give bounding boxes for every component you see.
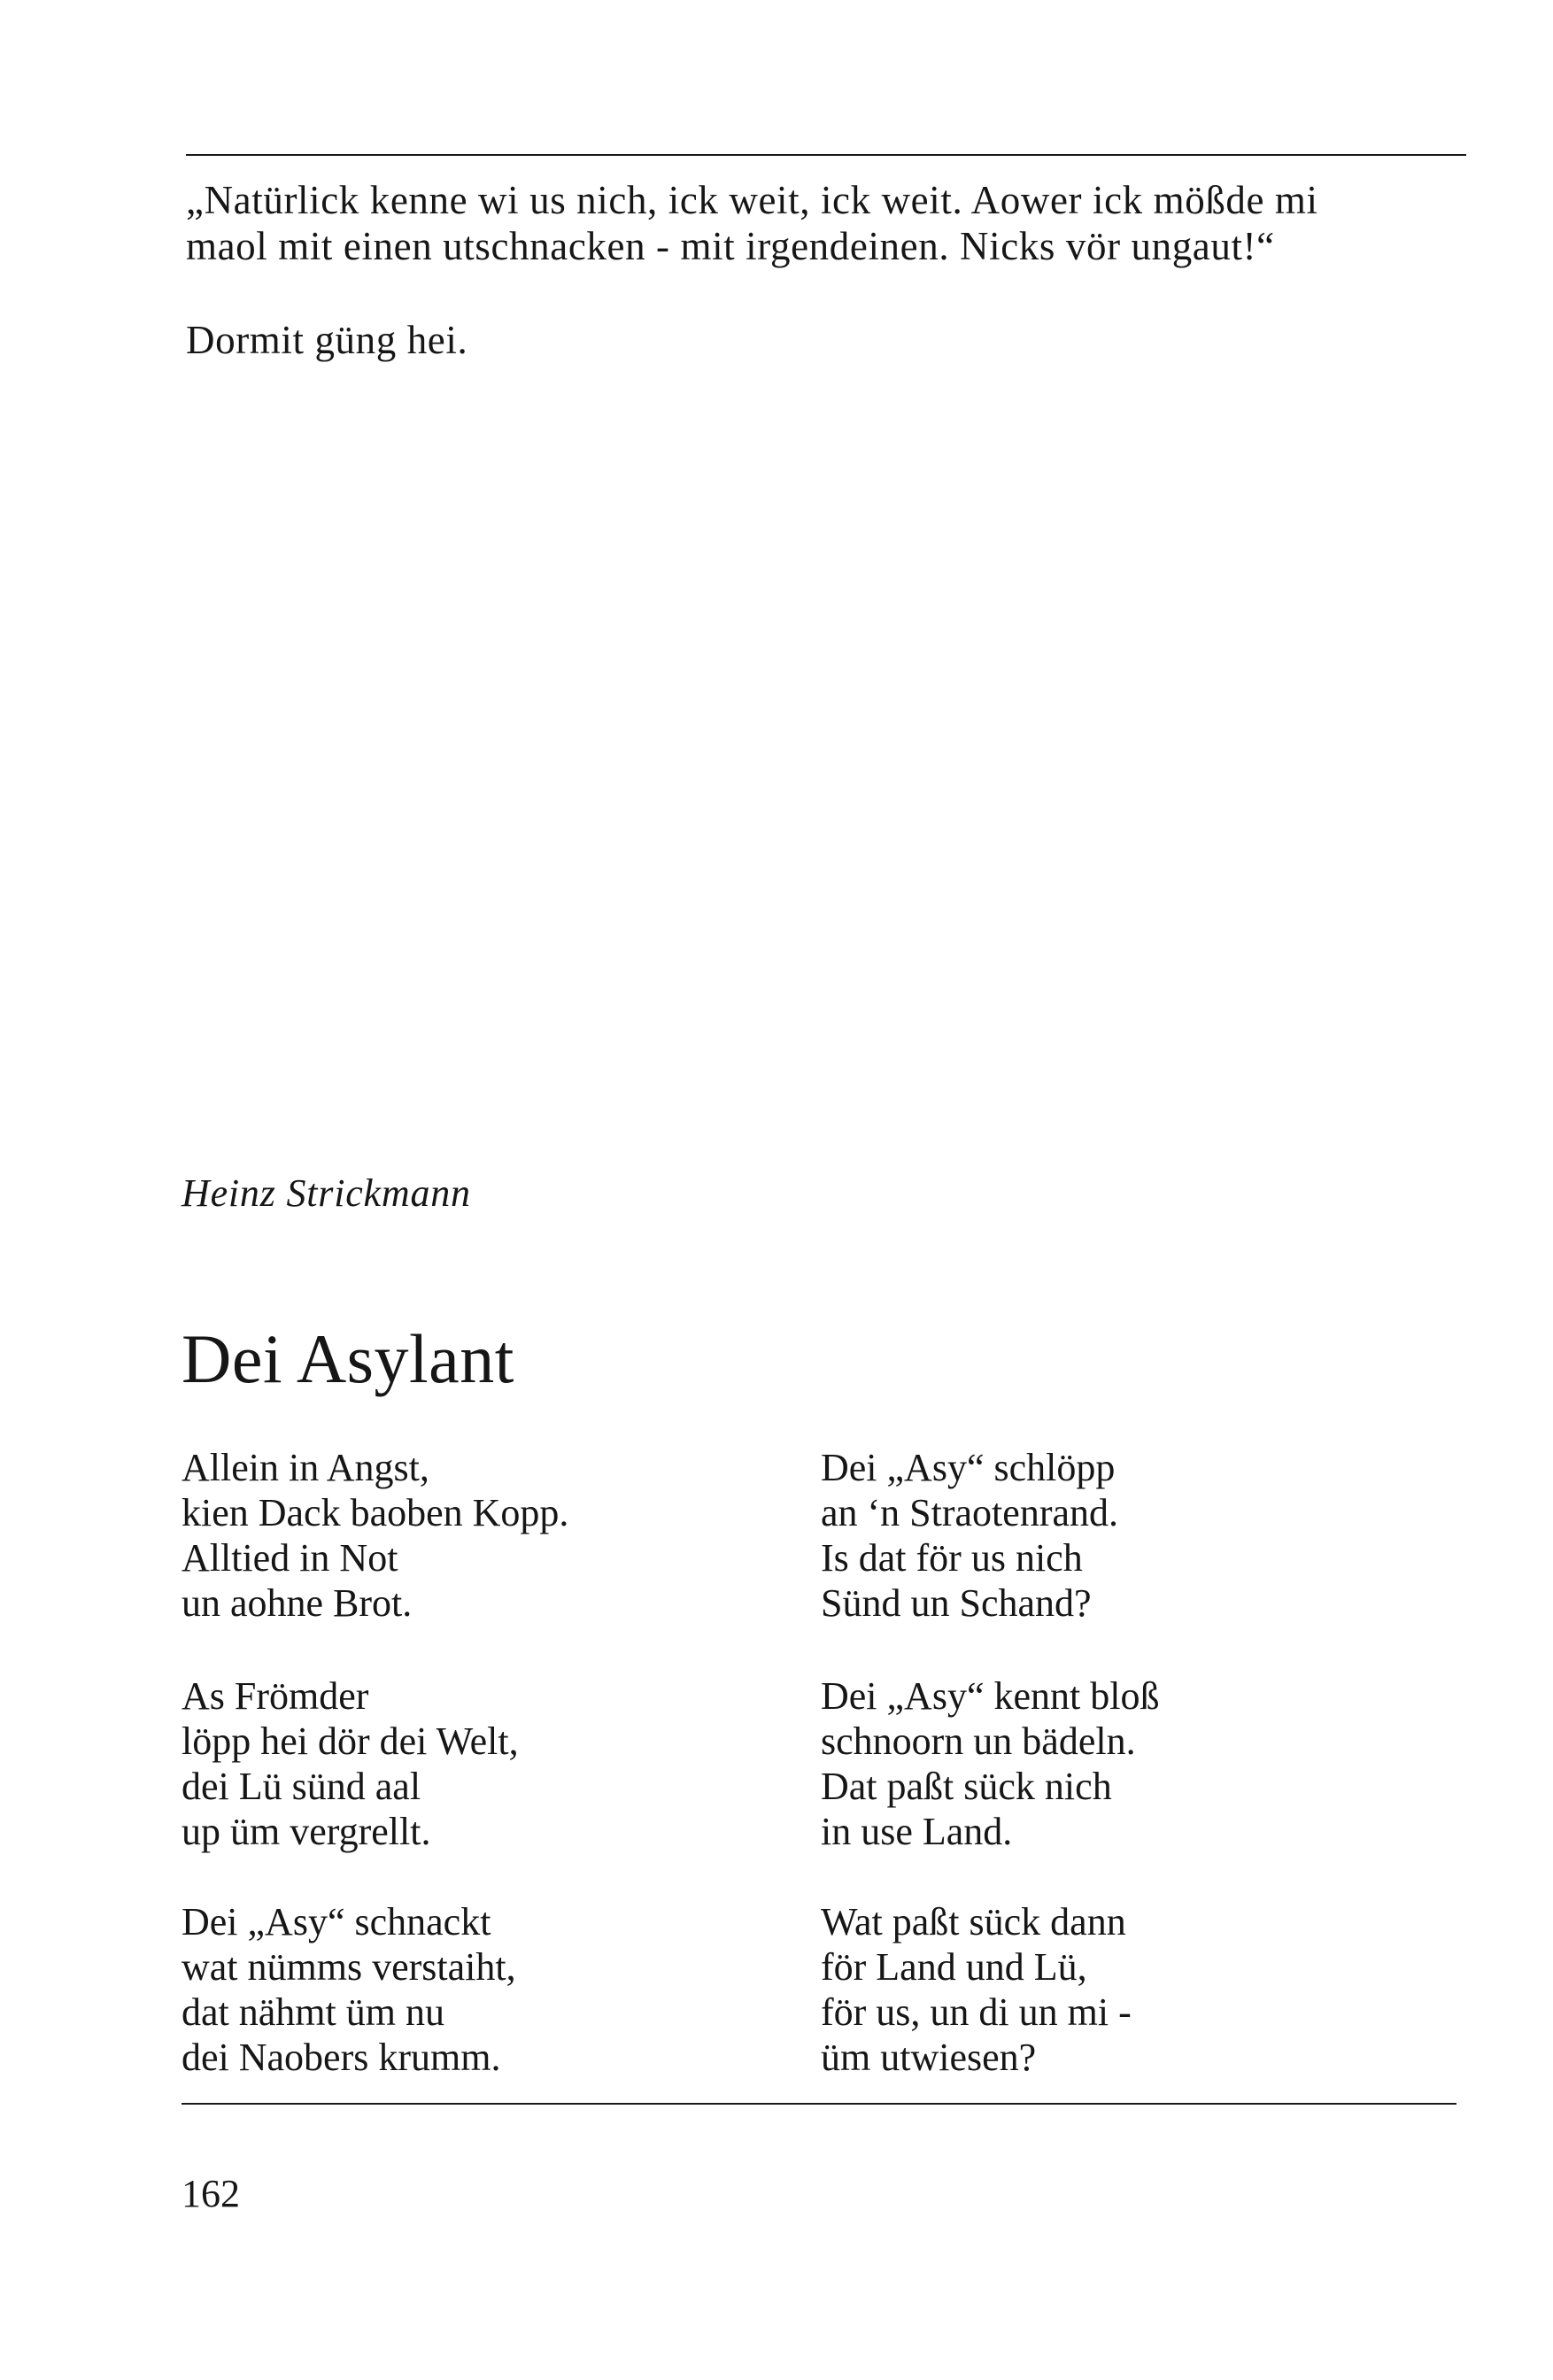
- poem-stanza-4: [821, 1673, 1159, 1854]
- poem-line: As Frömder: [182, 1674, 369, 1718]
- poem-line: för Land und Lü,: [821, 1945, 1087, 1989]
- prose-paragraph-1: [186, 177, 1470, 269]
- poem-line: schnoorn un bädeln.: [821, 1719, 1136, 1763]
- poem-line: Wat paßt sück dann: [821, 1900, 1126, 1943]
- poem-stanza-1: [182, 1445, 568, 1626]
- bottom-rule: [182, 2103, 1456, 2105]
- poem-line: kien Dack baoben Kopp.: [182, 1491, 569, 1534]
- poem-line: Dei „Asy“ kennt bloß: [821, 1674, 1160, 1718]
- poem-line: för us, un di un mi -: [821, 1990, 1132, 2034]
- poem-stanza-6: [821, 1899, 1132, 2080]
- poem-line: dat nähmt üm nu: [182, 1990, 444, 2034]
- poem-title: Dei Asylant: [182, 1320, 514, 1397]
- prose-line: Dormit güng hei.: [186, 318, 468, 362]
- prose-line: „Natürlick kenne wi us nich, ick weit, ick weit. Aower ick mößde mi: [186, 178, 1318, 222]
- prose-paragraph-2: [186, 317, 1470, 363]
- poem-stanza-3: [182, 1673, 519, 1854]
- top-rule: [186, 154, 1466, 156]
- poem-line: Sünd un Schand?: [821, 1581, 1092, 1625]
- poem-line: dei Naobers krumm.: [182, 2036, 501, 2079]
- poem-line: up üm vergrellt.: [182, 1810, 431, 1853]
- poem-line: Is dat för us nich: [821, 1536, 1083, 1580]
- poem-author: Heinz Strickmann: [182, 1171, 471, 1215]
- prose-line: maol mit einen utschnacken - mit irgendeinen. Nicks vör ungaut!“: [186, 224, 1275, 268]
- poem-line: wat nümms verstaiht,: [182, 1945, 516, 1989]
- poem-stanza-2: [821, 1445, 1118, 1626]
- poem-line: löpp hei dör dei Welt,: [182, 1719, 519, 1763]
- poem-line: an ‘n Straotenrand.: [821, 1491, 1118, 1534]
- poem-line: Allein in Angst,: [182, 1446, 429, 1489]
- poem-line: Dei „Asy“ schlöpp: [821, 1446, 1116, 1489]
- poem-line: Dat paßt sück nich: [821, 1765, 1112, 1808]
- poem-line: dei Lü sünd aal: [182, 1765, 421, 1808]
- poem-stanza-5: [182, 1899, 516, 2080]
- poem-line: Alltied in Not: [182, 1536, 398, 1580]
- poem-line: üm utwiesen?: [821, 2036, 1037, 2079]
- poem-line: Dei „Asy“ schnackt: [182, 1900, 491, 1943]
- poem-line: in use Land.: [821, 1810, 1013, 1853]
- page-number: 162: [182, 2172, 240, 2215]
- poem-line: un aohne Brot.: [182, 1581, 413, 1625]
